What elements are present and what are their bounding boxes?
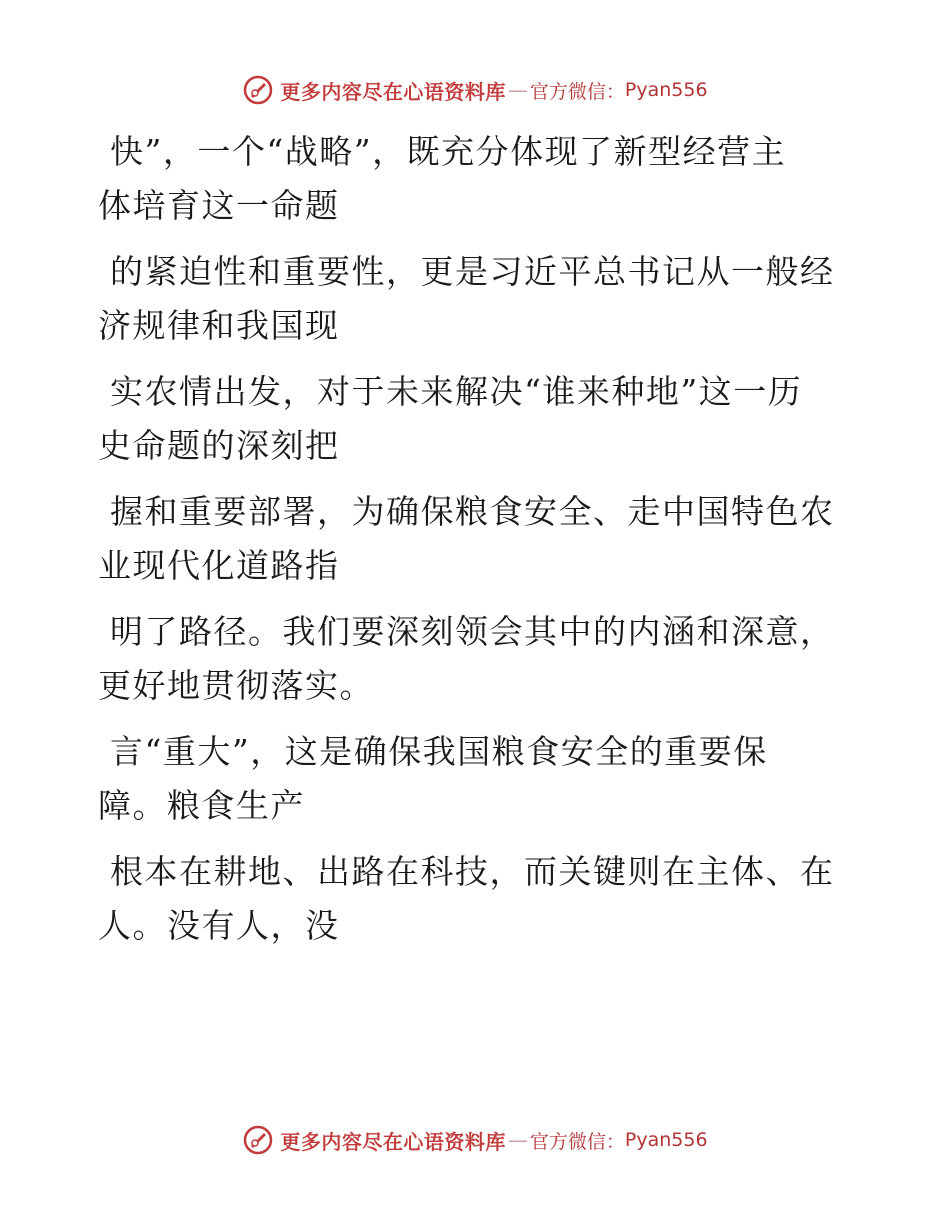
header-contact-label: 官方微信：	[529, 80, 625, 103]
paragraph-line: 言“重大”，这是确保我国粮食安全的重要保	[110, 732, 768, 771]
header-banner	[0, 70, 950, 110]
header-contact-id: Pyan556	[624, 79, 708, 101]
paragraph-line: 济规律和我国现	[98, 306, 340, 345]
paragraph	[98, 245, 838, 353]
paragraph-line: 快”，一个“战略”，既充分体现了新型经营主	[110, 132, 787, 171]
paragraph	[98, 365, 838, 473]
paragraph-line: 体培育这一命题	[98, 186, 340, 225]
paragraph-line: 的紧迫性和重要性，更是习近平总书记从一般经	[110, 252, 835, 291]
paragraph-line: 根本在耕地、出路在科技，而关键则在主体、在	[110, 852, 835, 891]
paragraph-line: 业现代化道路指	[98, 546, 340, 585]
header-dash: —	[507, 78, 528, 102]
paragraph	[98, 605, 838, 713]
paragraph-line: 更好地贯彻落实。	[98, 666, 374, 705]
document-body	[98, 125, 838, 965]
paragraph	[98, 485, 838, 593]
paragraph	[98, 125, 838, 233]
logo-icon	[242, 74, 274, 106]
paragraph-line: 人。没有人，没	[98, 906, 340, 945]
footer-contact-label: 官方微信：	[529, 1130, 625, 1153]
footer-contact-id: Pyan556	[624, 1129, 708, 1151]
footer-brand: 更多内容尽在心语资料库	[280, 1129, 506, 1154]
paragraph-line: 障。粮食生产	[98, 786, 305, 825]
footer-dash: —	[507, 1128, 528, 1152]
paragraph-line: 实农情出发，对于未来解决“谁来种地”这一历	[110, 372, 803, 411]
paragraph-line: 明了路径。我们要深刻领会其中的内涵和深意，	[110, 612, 835, 651]
paragraph-line: 握和重要部署，为确保粮食安全、走中国特色农	[110, 492, 835, 531]
header-brand: 更多内容尽在心语资料库	[280, 79, 506, 104]
paragraph-line: 史命题的深刻把	[98, 426, 340, 465]
paragraph	[98, 725, 838, 833]
paragraph	[98, 845, 838, 953]
footer-banner	[0, 1120, 950, 1160]
logo-icon	[242, 1124, 274, 1156]
